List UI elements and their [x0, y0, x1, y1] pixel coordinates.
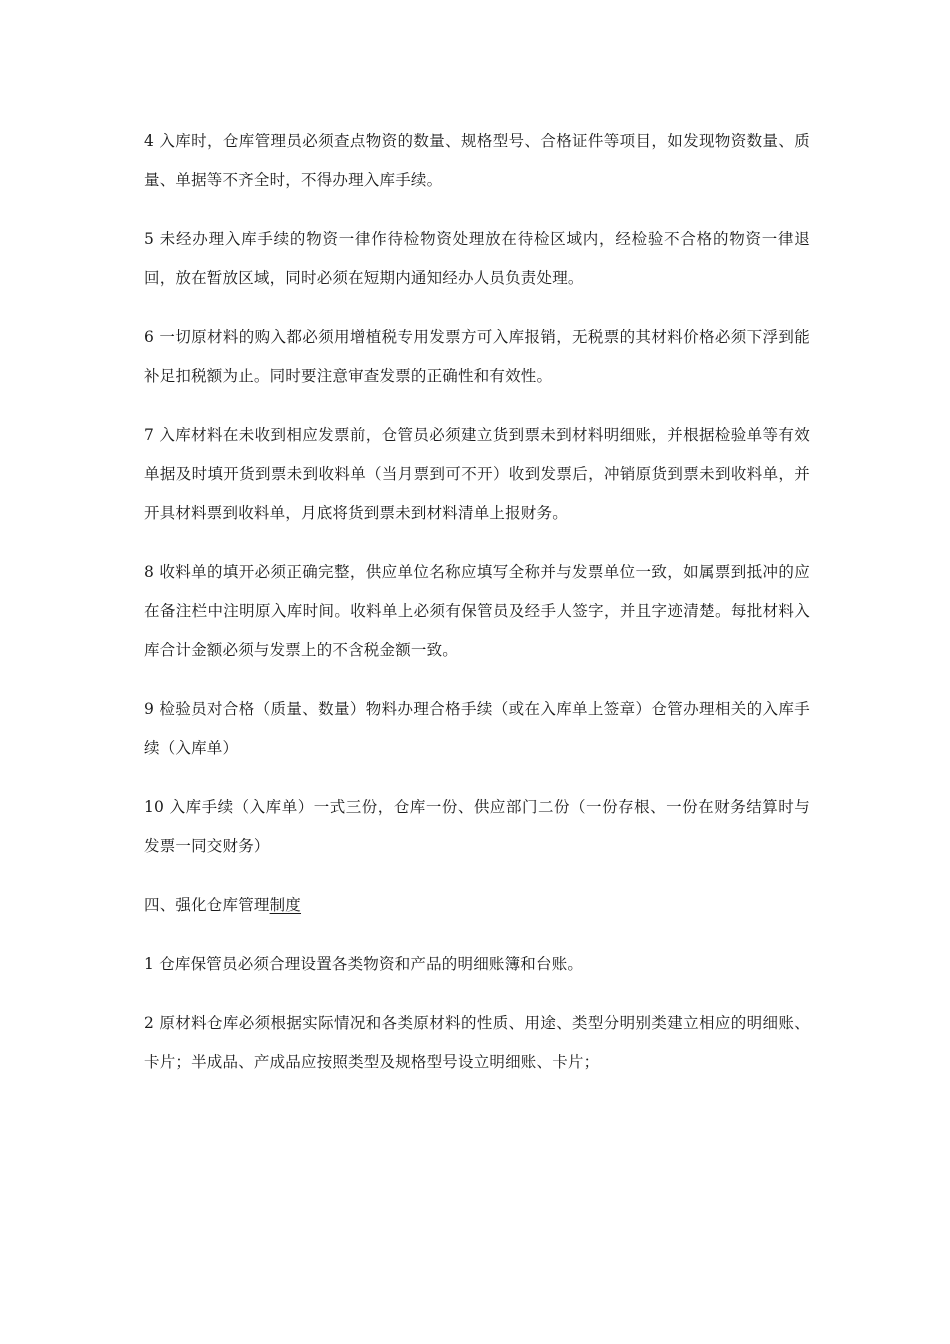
document-page: [144, 122, 810, 1102]
paragraph-item-7: 7 入库材料在未收到相应发票前，仓管员必须建立货到票未到材料明细账，并根据检验单等有效单据及时填开货到票未到收料单（当月票到可不开）收到发票后，冲销原货到票未到收料单，并开具材料票到收料单，月底将货到票未到材料清单上报财务。: [144, 426, 810, 522]
paragraph-item-9: 9 检验员对合格（质量、数量）物料办理合格手续（或在入库单上签章）仓管办理相关的入库手续（入库单）: [144, 700, 810, 757]
paragraph-item-6: 6 一切原材料的购入都必须用增植税专用发票方可入库报销，无税票的其材料价格必须下浮到能补足扣税额为止。同时要注意审查发票的正确性和有效性。: [144, 328, 810, 385]
paragraph-item-8: 8 收料单的填开必须正确完整，供应单位名称应填写全称并与发票单位一致，如属票到抵冲的应在备注栏中注明原入库时间。收料单上必须有保管员及经手人签字，并且字迹清楚。每批材料入库合计金额必须与发票上的不含税金额一致。: [144, 563, 810, 659]
section-heading: [144, 886, 810, 925]
section-heading-prefix: 四、强化仓库管理: [144, 896, 270, 914]
section-paragraph-1: 1 仓库保管员必须合理设置各类物资和产品的明细账簿和台账。: [144, 955, 584, 973]
paragraph-item-4: 4 入库时，仓库管理员必须查点物资的数量、规格型号、合格证件等项目，如发现物资数量、质量、单据等不齐全时，不得办理入库手续。: [144, 132, 810, 189]
paragraph-item-10: 10 入库手续（入库单）一式三份，仓库一份、供应部门二份（一份存根、一份在财务结算时与发票一同交财务）: [144, 798, 810, 855]
paragraph-item-5: 5 未经办理入库手续的物资一律作待检物资处理放在待检区域内，经检验不合格的物资一律退回，放在暂放区域，同时必须在短期内通知经办人员负责处理。: [144, 230, 810, 287]
section-paragraph-2: 2 原材料仓库必须根据实际情况和各类原材料的性质、用途、类型分明别类建立相应的明细账、卡片；半成品、产成品应按照类型及规格型号设立明细账、卡片；: [144, 1014, 810, 1071]
section-heading-link[interactable]: 制度: [269, 896, 302, 914]
